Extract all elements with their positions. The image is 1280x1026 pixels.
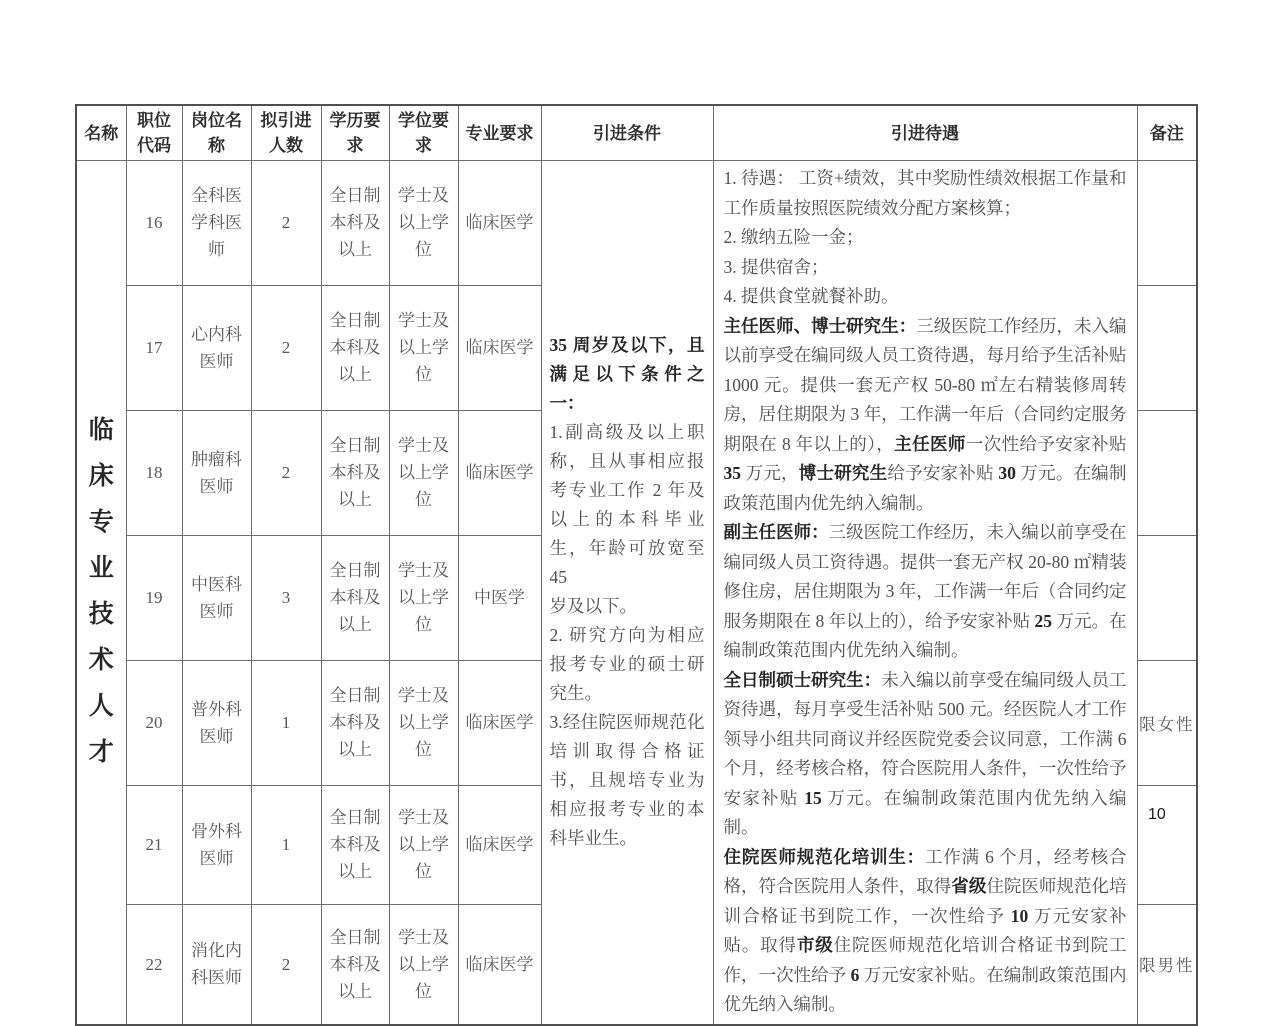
cell-code: 17 (126, 285, 182, 410)
cell-degree: 学士及以上学位 (389, 535, 458, 660)
cell-remark (1137, 161, 1197, 286)
cell-count: 2 (251, 904, 321, 1024)
cell-code: 18 (126, 410, 182, 535)
cell-major: 临床医学 (458, 410, 541, 535)
header-row (76, 105, 1197, 161)
recruitment-table-wrap (75, 104, 1198, 1026)
category-cell (76, 161, 126, 1025)
cell-education: 全日制本科及以上 (321, 410, 389, 535)
cell-code: 21 (126, 785, 182, 904)
header-benefits: 引进待遇 (713, 105, 1137, 161)
paragraph: 住院医师规范化培训生：工作满 6 个月，经考核合格，符合医院用人条件，取得省级住院医师规范化培训合格证书到院工作，一次性给予 10 万元安家补贴。取得市级住院医师规范化培训合格证书到院工作，一次性给予 6 万元安家补贴。在编制政策范围内优先纳入编制。 (723, 846, 1127, 1014)
paragraph: 主任医师、博士研究生：三级医院工作经历，未入编以前享受在编同级人员工资待遇，每月给予生活补贴 1000 元。提供一套无产权 50-80 ㎡左右精装修周转房，居住期限为 3 年，工作满一年后（合同约定服务期限在 8 年以上的），主任医师一次性给予安家补贴 35 万元，博士研究生给予安家补贴 30 万元。在编制政策范围内优先纳入编制。 (723, 315, 1127, 513)
cell-post: 消化内科医师 (182, 904, 251, 1024)
benefits-cell (713, 161, 1137, 1025)
cell-education: 全日制本科及以上 (321, 904, 389, 1024)
cell-remark: 限男性 (1137, 904, 1197, 1024)
paragraph: 1.副高级及以上职称，且从事相应报考专业工作 2 年及以上的本科毕业生，年龄可放宽至45 (549, 422, 705, 588)
page-number: 10 (1148, 806, 1166, 823)
cell-count: 2 (251, 161, 321, 286)
header-major-req: 专业要求 (458, 105, 541, 161)
cell-count: 2 (251, 285, 321, 410)
cell-code: 20 (126, 660, 182, 785)
cell-count: 2 (251, 410, 321, 535)
header-position-code: 职位代码 (126, 105, 182, 161)
cell-remark: 限女性 (1137, 660, 1197, 785)
cell-code: 16 (126, 161, 182, 286)
cell-education: 全日制本科及以上 (321, 785, 389, 904)
cell-major: 临床医学 (458, 904, 541, 1024)
cell-education: 全日制本科及以上 (321, 660, 389, 785)
cell-post: 全科医学科医师 (182, 161, 251, 286)
paragraph: 2. 缴纳五险一金； (723, 227, 864, 247)
cell-remark (1137, 410, 1197, 535)
cell-remark (1137, 285, 1197, 410)
header-education-req: 学历要求 (321, 105, 389, 161)
cell-post: 中医科医师 (182, 535, 251, 660)
cell-major: 临床医学 (458, 161, 541, 286)
cell-major: 中医学 (458, 535, 541, 660)
table-row-16 (76, 161, 1197, 286)
cell-count: 1 (251, 660, 321, 785)
cell-education: 全日制本科及以上 (321, 285, 389, 410)
paragraph: 35 周岁及以下，且满足以下条件之一： (549, 335, 705, 414)
paragraph: 3.经住院医师规范化培训取得合格证书，且规培专业为相应报考专业的本科毕业生。 (549, 712, 705, 849)
conditions-cell (541, 161, 713, 1025)
cell-major: 临床医学 (458, 785, 541, 904)
paragraph: 4. 提供食堂就餐补助。 (723, 286, 899, 306)
cell-degree: 学士及以上学位 (389, 285, 458, 410)
cell-remark (1137, 535, 1197, 660)
cell-code: 19 (126, 535, 182, 660)
paragraph: 1. 待遇： 工资+绩效，其中奖励性绩效根据工作量和工作质量按照医院绩效分配方案核算； (723, 168, 1127, 218)
cell-code: 22 (126, 904, 182, 1024)
cell-post: 普外科医师 (182, 660, 251, 785)
recruitment-table (75, 104, 1198, 1026)
cell-degree: 学士及以上学位 (389, 161, 458, 286)
cell-post: 肿瘤科医师 (182, 410, 251, 535)
cell-post: 心内科医师 (182, 285, 251, 410)
header-remark: 备注 (1137, 105, 1197, 161)
cell-degree: 学士及以上学位 (389, 410, 458, 535)
cell-degree: 学士及以上学位 (389, 904, 458, 1024)
cell-post: 骨外科医师 (182, 785, 251, 904)
cell-education: 全日制本科及以上 (321, 535, 389, 660)
header-post-name: 岗位名称 (182, 105, 251, 161)
paragraph: 2. 研究方向为相应报考专业的硕士研究生。 (549, 625, 705, 704)
paragraph: 副主任医师：三级医院工作经历，未入编以前享受在编同级人员工资待遇。提供一套无产权 20-80 ㎡精装修住房，居住期限为 3 年，工作满一年后（合同约定服务期限在 8 年以上的），给予安家补贴 25 万元。在编制政策范围内优先纳入编制。 (723, 522, 1127, 660)
header-planned-count: 拟引进人数 (251, 105, 321, 161)
header-degree-req: 学位要求 (389, 105, 458, 161)
cell-count: 1 (251, 785, 321, 904)
cell-count: 3 (251, 535, 321, 660)
cell-major: 临床医学 (458, 660, 541, 785)
cell-degree: 学士及以上学位 (389, 660, 458, 785)
cell-education: 全日制本科及以上 (321, 161, 389, 286)
cell-major: 临床医学 (458, 285, 541, 410)
category-vertical-label: 临床专业技术人才 (88, 417, 114, 767)
cell-degree: 学士及以上学位 (389, 785, 458, 904)
header-conditions: 引进条件 (541, 105, 713, 161)
cell-remark (1137, 785, 1197, 904)
paragraph: 岁及以下。 (549, 596, 637, 617)
paragraph: 3. 提供宿舍； (723, 256, 829, 277)
paragraph: 全日制硕士研究生：未入编以前享受在编同级人员工资待遇，每月享受生活补贴 500 元。经医院人才工作领导小组共同商议并经医院党委会议同意，工作满 6 个月，经考核合格，符合医院用人条件，一次性给予安家补贴 15 万元。在编制政策范围内优先纳入编制。 (723, 669, 1127, 837)
header-name: 名称 (76, 105, 126, 161)
